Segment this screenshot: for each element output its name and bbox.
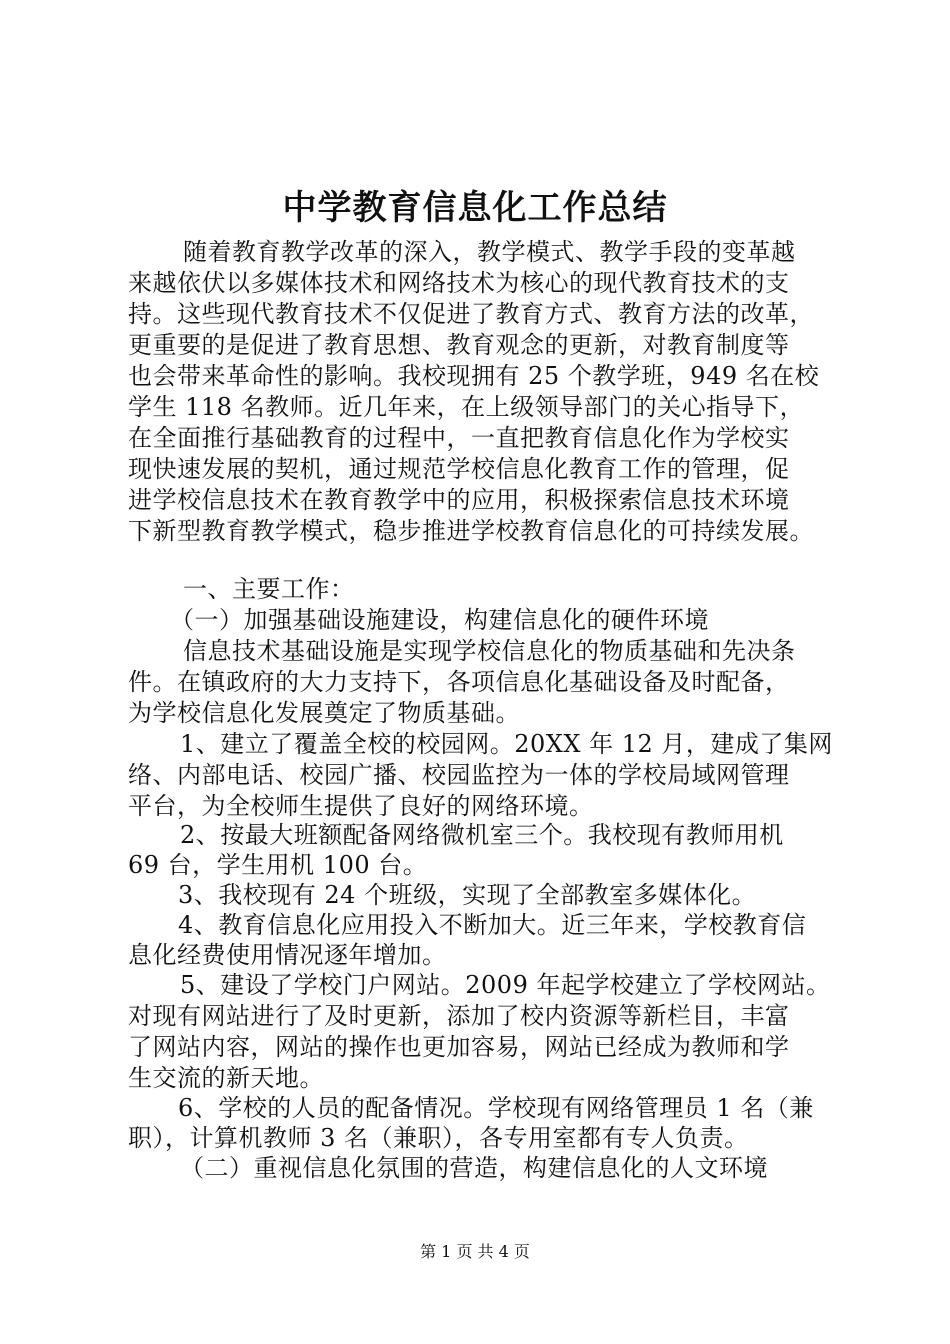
body-line: 学生 118 名教师。近几年来，在上级领导部门的关心指导下， <box>128 393 805 421</box>
body-line: 平台，为全校师生提供了良好的网络环境。 <box>128 792 594 820</box>
page-number-footer: 第 1 页 共 4 页 <box>420 1242 530 1261</box>
list-item: 4、教育信息化应用投入不断加大。近三年来，学校教育信 <box>178 911 807 939</box>
body-line: 络、内部电话、校园广播、校园监控为一体的学校局域网管理 <box>128 761 790 789</box>
subsection-heading: （一）加强基础设施建设，构建信息化的硬件环境 <box>170 606 709 634</box>
body-line: 随着教育教学改革的深入，教学模式、教学手段的变革越 <box>183 238 796 266</box>
body-line: 对现有网站进行了及时更新，添加了校内资源等新栏目，丰富 <box>128 1002 790 1030</box>
body-line: 为学校信息化发展奠定了物质基础。 <box>128 699 520 727</box>
list-item: 3、我校现有 24 个班级，实现了全部教室多媒体化。 <box>178 881 757 909</box>
list-item: 5、建设了学校门户网站。2009 年起学校建立了学校网站。 <box>180 971 831 999</box>
list-item: 2、按最大班额配备网络微机室三个。我校现有教师用机 <box>180 821 784 849</box>
list-item: 6、学校的人员的配备情况。学校现有网络管理员 1 名（兼 <box>178 1094 814 1122</box>
body-line: 也会带来革命性的影响。我校现拥有 25 个教学班，949 名在校 <box>128 362 820 390</box>
body-line: 下新型教育教学模式，稳步推进学校教育信息化的可持续发展。 <box>128 517 814 545</box>
body-line: 进学校信息技术在教育教学中的应用，积极探索信息技术环境 <box>128 486 790 514</box>
subsection-heading: （二）重视信息化氛围的营造，构建信息化的人文环境 <box>180 1154 768 1182</box>
body-line: 了网站内容，网站的操作也更加容易，网站已经成为教师和学 <box>128 1033 790 1061</box>
body-line: 件。在镇政府的大力支持下，各项信息化基础设备及时配备， <box>128 668 790 696</box>
body-line: 更重要的是促进了教育思想、教育观念的更新，对教育制度等 <box>128 331 790 359</box>
body-line: 69 台，学生用机 100 台。 <box>128 851 428 879</box>
document-title: 中学教育信息化工作总结 <box>282 188 668 228</box>
list-item: 1、建立了覆盖全校的校园网。20XX 年 12 月，建成了集网 <box>180 730 833 758</box>
body-line: 生交流的新天地。 <box>128 1064 324 1092</box>
body-line: 持。这些现代教育技术不仅促进了教育方式、教育方法的改革， <box>128 300 814 328</box>
section-heading: 一、主要工作： <box>183 575 355 603</box>
body-line: 在全面推行基础教育的过程中，一直把教育信息化作为学校实 <box>128 424 790 452</box>
body-line: 息化经费使用情况逐年增加。 <box>128 941 447 969</box>
body-line: 信息技术基础设施是实现学校信息化的物质基础和先决条 <box>183 637 796 665</box>
body-line: 职），计算机教师 3 名（兼职），各专用室都有专人负责。 <box>128 1124 749 1152</box>
body-line: 来越依伏以多媒体技术和网络技术为核心的现代教育技术的支 <box>128 269 790 297</box>
body-line: 现快速发展的契机，通过规范学校信息化教育工作的管理，促 <box>128 455 790 483</box>
